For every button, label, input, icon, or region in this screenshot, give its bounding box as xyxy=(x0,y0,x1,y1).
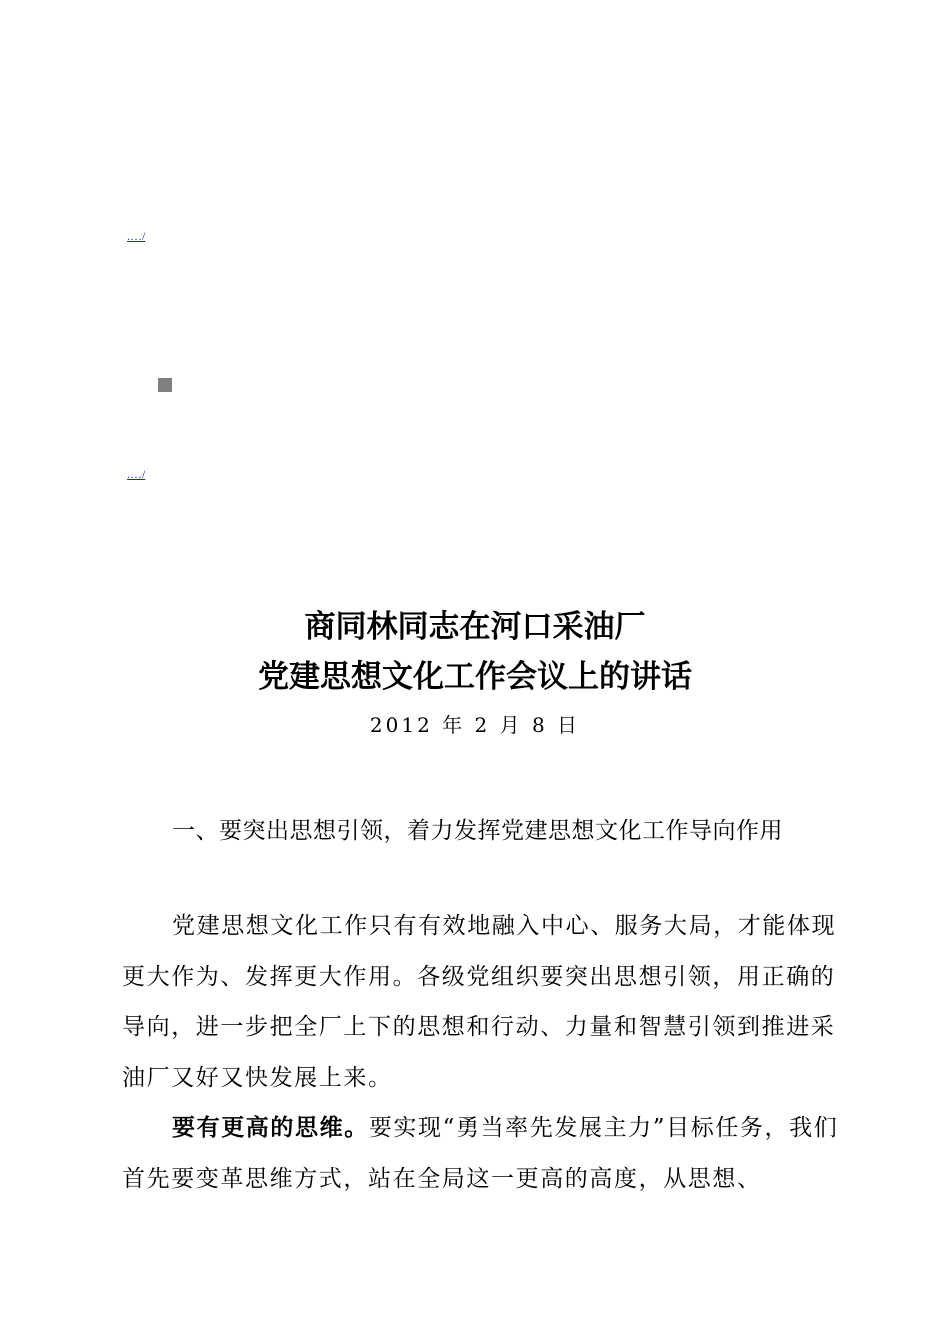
link-bottom[interactable]: .…/ xyxy=(127,467,146,481)
link-top[interactable]: .…/ xyxy=(127,229,146,243)
paragraph-2-rest: 要实现“勇当率先发展主力”目标任务，我们首先要变革思维方式，站在全局这一更高的高度，从思想、 xyxy=(122,1115,839,1192)
paragraph-2 xyxy=(122,1103,847,1204)
paragraph-2-lead: 要有更高的思维。 xyxy=(172,1114,369,1141)
section-heading-1: 一、要突出思想引领，着力发挥党建思想文化工作导向作用 xyxy=(172,818,783,844)
paragraph-1: 党建思想文化工作只有有效地融入中心、服务大局，才能体现更大作为、发挥更大作用。各级党组织要突出思想引领，用正确的导向，进一步把全厂上下的思想和行动、力量和智慧引领到推进采油厂又好又快发展上来。 xyxy=(122,913,837,1091)
speech-title-line-1: 商同林同志在河口采油厂 xyxy=(304,609,646,645)
speech-title-line-2: 党建思想文化工作会议上的讲话 xyxy=(258,659,692,695)
placeholder-square-icon xyxy=(158,378,172,392)
speech-date: 2012 年 2 月 8 日 xyxy=(369,713,581,737)
